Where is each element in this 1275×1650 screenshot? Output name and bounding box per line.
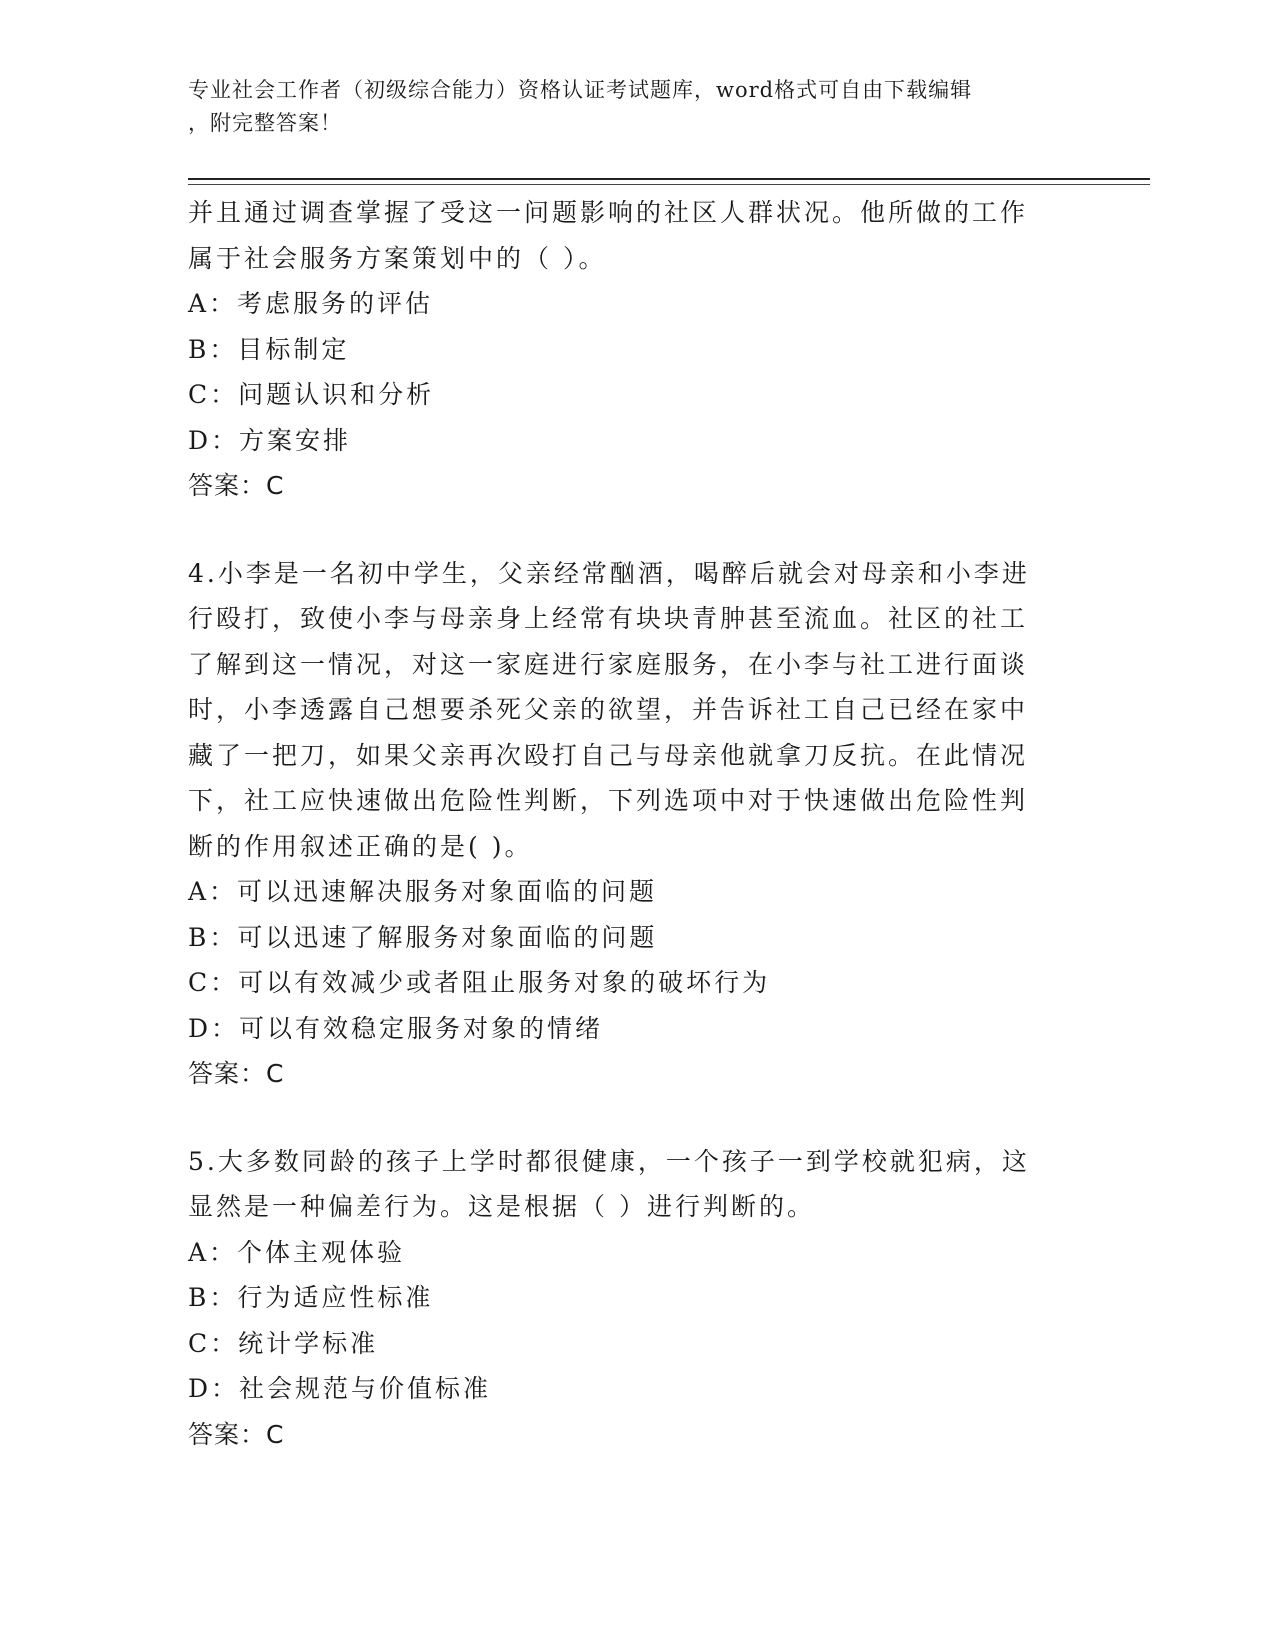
question-stem-line: 5.大多数同龄的孩子上学时都很健康，一个孩子一到学校就犯病，这 [188, 1146, 1030, 1176]
question-stem-line: 藏了一把刀，如果父亲再次殴打自己与母亲他就拿刀反抗。在此情况 [188, 740, 1029, 770]
question-stem-line: 断的作用叙述正确的是( )。 [188, 831, 533, 861]
document-body [188, 190, 1068, 1457]
header-rule-thin [188, 184, 1150, 185]
question-3 [188, 190, 1068, 509]
question-stem-line: 并且通过调查掌握了受这一问题影响的社区人群状况。他所做的工作 [188, 198, 1029, 227]
option-b: B：目标制定 [188, 334, 350, 364]
question-stem-line: 显然是一种偏差行为。这是根据（ ）进行判断的。 [188, 1192, 815, 1221]
question-4 [188, 551, 1068, 1097]
option-b: B：可以迅速了解服务对象面临的问题 [188, 922, 658, 952]
answer: 答案：C [188, 471, 285, 500]
option-c: C：问题认识和分析 [188, 380, 435, 409]
option-b: B：行为适应性标准 [188, 1283, 434, 1312]
option-c: C：统计学标准 [188, 1328, 379, 1358]
option-a: A：考虑服务的评估 [188, 289, 434, 318]
header-line-1: 专业社会工作者（初级综合能力）资格认证考试题库，word格式可自由下载编辑 [188, 78, 973, 102]
option-d: D：可以有效稳定服务对象的情绪 [188, 1013, 604, 1043]
answer: 答案：C [188, 1059, 285, 1088]
question-stem-line: 4.小李是一名初中学生，父亲经常酗酒，喝醉后就会对母亲和小李进 [188, 558, 1030, 588]
document-header [188, 74, 1068, 140]
option-a: A：可以迅速解决服务对象面临的问题 [188, 877, 658, 906]
option-d: D：方案安排 [188, 425, 352, 455]
option-c: C：可以有效减少或者阻止服务对象的破坏行为 [188, 968, 771, 997]
question-stem-line: 下，社工应快速做出危险性判断，下列选项中对于快速做出危险性判 [188, 786, 1029, 815]
question-5 [188, 1139, 1068, 1458]
question-stem-line: 了解到这一情况，对这一家庭进行家庭服务，在小李与社工进行面谈 [188, 649, 1029, 679]
header-line-2: ，附完整答案！ [188, 111, 342, 135]
header-rule-thick [188, 178, 1150, 180]
question-stem-line: 属于社会服务方案策划中的（ ）。 [188, 243, 607, 273]
question-stem-line: 时，小李透露自己想要杀死父亲的欲望，并告诉社工自己已经在家中 [188, 695, 1029, 724]
option-d: D：社会规范与价值标准 [188, 1374, 492, 1403]
question-stem-line: 行殴打，致使小李与母亲身上经常有块块青肿甚至流血。社区的社工 [188, 604, 1029, 633]
option-a: A：个体主观体验 [188, 1237, 406, 1267]
answer: 答案：C [188, 1419, 285, 1449]
